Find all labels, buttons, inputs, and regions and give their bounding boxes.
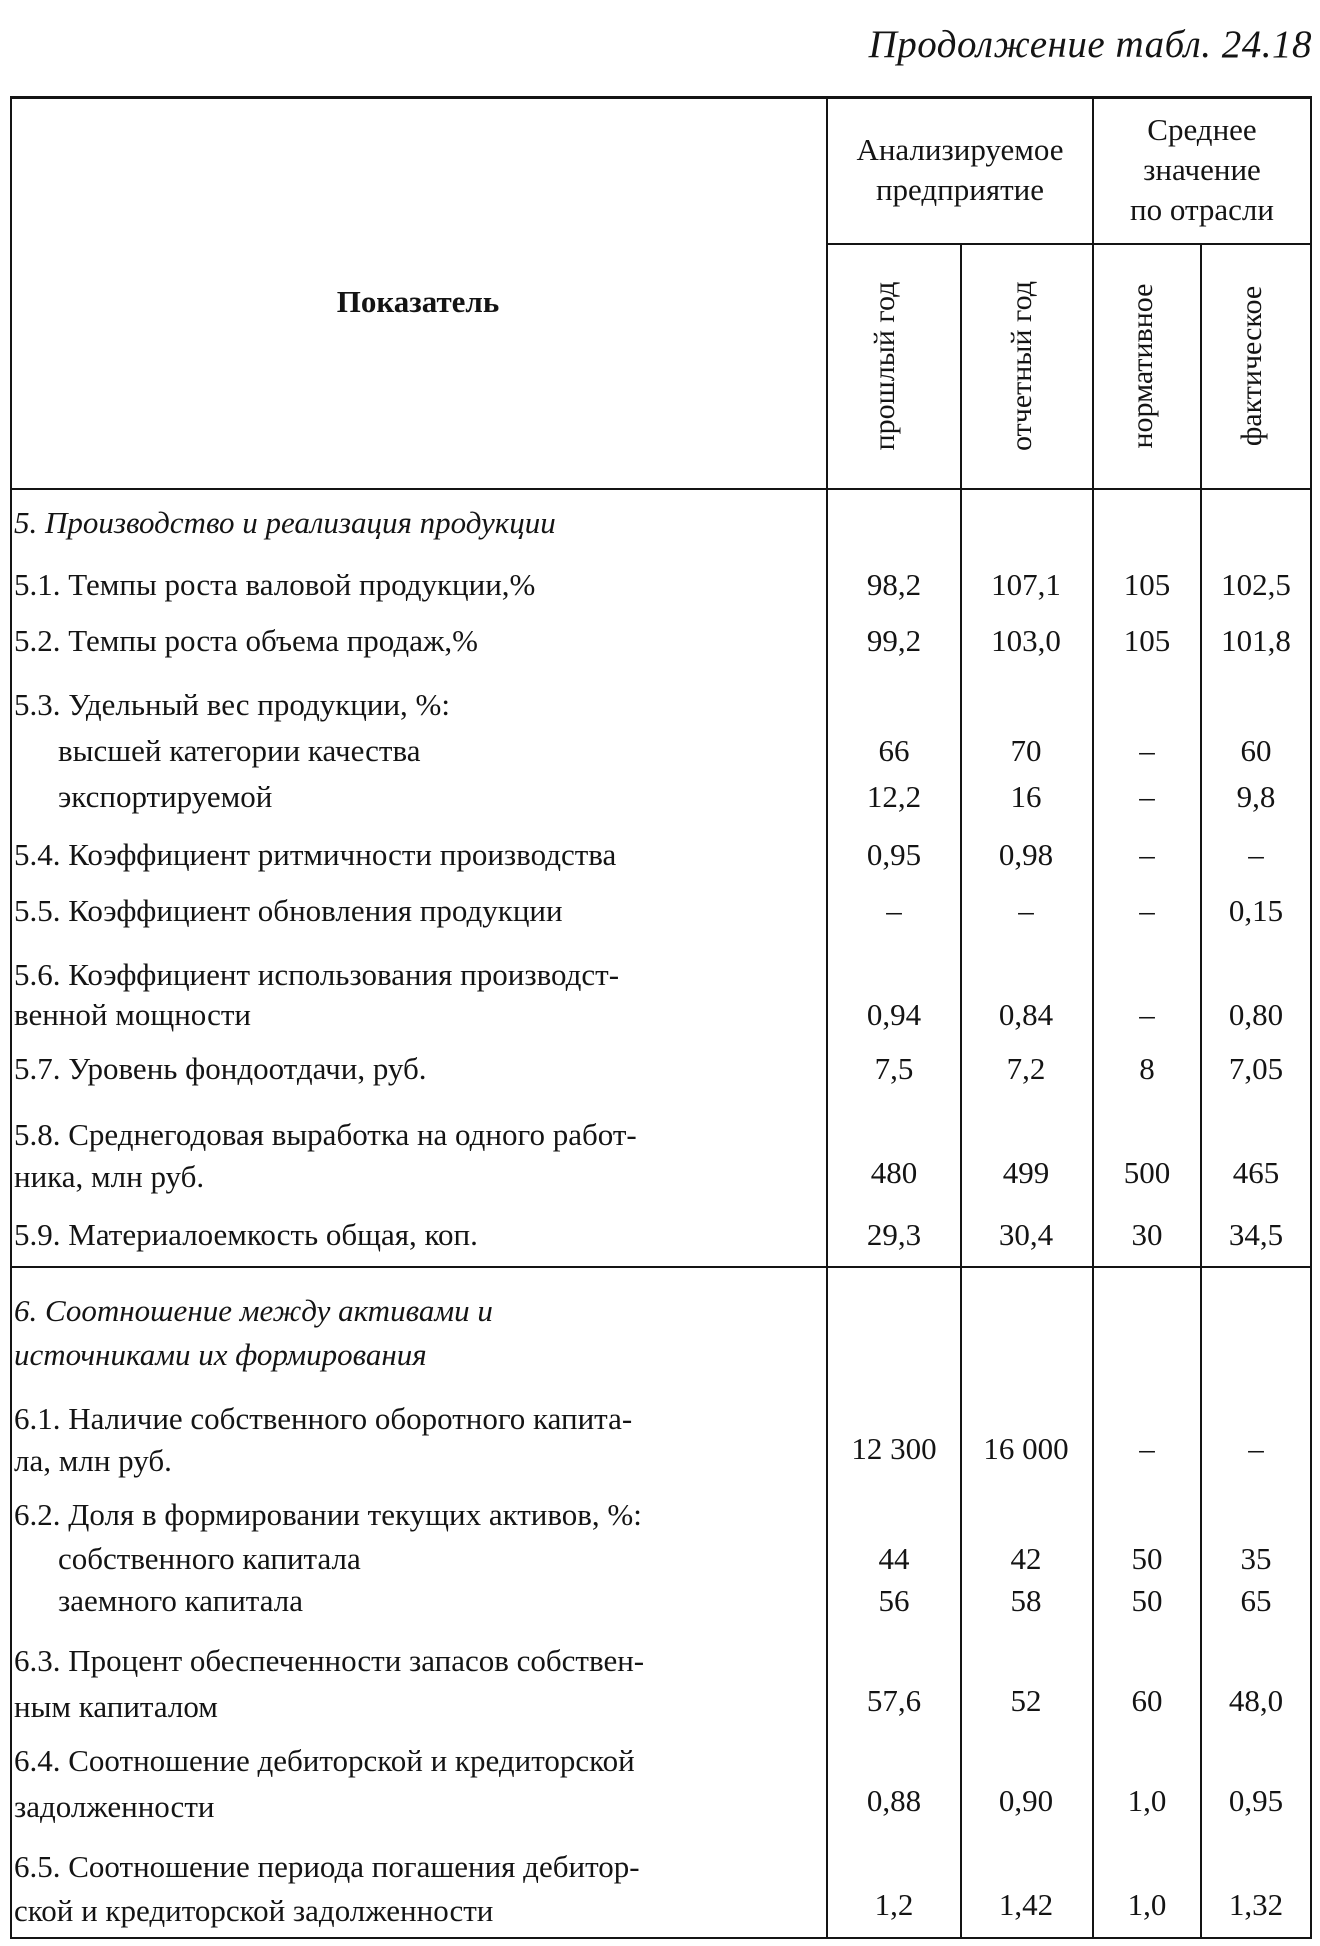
value-cell: –: [1139, 779, 1155, 814]
value-cell: 480: [870, 1155, 918, 1190]
row-label-cont: задолженности: [14, 1789, 215, 1824]
value-cell: 0,15: [1228, 893, 1284, 928]
row-label-cont: ской и кредиторской задолженности: [14, 1893, 494, 1928]
value-cell: 103,0: [991, 623, 1061, 658]
col-divider: [1310, 96, 1312, 1938]
value-cell: 0,88: [866, 1783, 922, 1818]
value-cell: 30,4: [998, 1217, 1054, 1252]
value-cell: 499: [1002, 1155, 1050, 1190]
value-cell: 70: [1010, 733, 1042, 768]
section-rule: [10, 1266, 1312, 1268]
row-label: 5.7. Уровень фондоотдачи, руб.: [14, 1051, 427, 1086]
value-cell: 0,84: [998, 997, 1054, 1032]
value-cell: 0,95: [866, 837, 922, 872]
value-cell: 7,5: [874, 1051, 914, 1086]
header-bottom-rule: [10, 488, 1312, 490]
value-cell: 48,0: [1228, 1683, 1284, 1718]
row-label-cont: ла, млн руб.: [14, 1443, 172, 1478]
header-col-report-year: отчетный год: [1005, 281, 1038, 451]
value-cell: 9,8: [1236, 779, 1276, 814]
value-cell: 16: [1010, 779, 1042, 814]
value-cell: 1,32: [1228, 1887, 1284, 1922]
row-label: 5.1. Темпы роста валовой продукции,%: [14, 567, 536, 602]
row-label: 5.3. Удельный вес продукции, %:: [14, 687, 450, 722]
value-cell: 50: [1131, 1541, 1163, 1576]
value-cell: 60: [1240, 733, 1272, 768]
value-cell: 12,2: [866, 779, 922, 814]
header-col-prev-year: прошлый год: [868, 281, 901, 451]
value-cell: –: [1139, 837, 1155, 872]
header-col-normative: нормативное: [1126, 283, 1159, 449]
value-cell: –: [1018, 893, 1034, 928]
header-col-actual: фактическое: [1235, 285, 1268, 447]
table-caption: Продолжение табл. 24.18: [868, 23, 1312, 66]
row-label: 6.3. Процент обеспеченности запасов собствен-: [14, 1643, 645, 1678]
row-label-cont: ным капиталом: [14, 1689, 218, 1724]
value-cell: 1,42: [998, 1887, 1054, 1922]
row-label: 5.5. Коэффициент обновления продукции: [14, 893, 563, 928]
row-label: 5.8. Среднегодовая выработка на одного работ-: [14, 1117, 637, 1152]
header-indicator: Показатель: [336, 284, 500, 319]
row-label: 6.5. Соотношение периода погашения дебитор-: [14, 1849, 640, 1884]
value-cell: 105: [1123, 567, 1171, 602]
value-cell: 0,90: [998, 1783, 1054, 1818]
value-cell: 465: [1232, 1155, 1280, 1190]
row-label: 6.4. Соотношение дебиторской и кредиторской: [14, 1743, 635, 1778]
section-title: 6. Соотношение между активами и: [14, 1293, 493, 1328]
value-cell: 0,80: [1228, 997, 1284, 1032]
section-title: 5. Производство и реализация продукции: [14, 505, 556, 540]
value-cell: –: [1248, 1431, 1264, 1466]
value-cell: 0,98: [998, 837, 1054, 872]
value-cell: 0,95: [1228, 1783, 1284, 1818]
row-label: 5.6. Коэффициент использования производст-: [14, 957, 620, 992]
value-cell: –: [1139, 733, 1155, 768]
value-cell: 98,2: [866, 567, 922, 602]
value-cell: 29,3: [866, 1217, 922, 1252]
value-cell: 12 300: [851, 1431, 937, 1466]
row-sublabel: экспортируемой: [58, 779, 273, 814]
value-cell: 66: [878, 733, 910, 768]
value-cell: 56: [878, 1583, 910, 1618]
header-group-industry-line: по отрасли: [1130, 192, 1274, 227]
row-sublabel: заемного капитала: [58, 1583, 303, 1618]
row-label: 5.2. Темпы роста объема продаж,%: [14, 623, 478, 658]
value-cell: 30: [1131, 1217, 1163, 1252]
row-label: 5.9. Материалоемкость общая, коп.: [14, 1217, 478, 1252]
header-group-enterprise: Анализируемое предприятие: [856, 132, 1064, 207]
row-sublabel: высшей категории качества: [58, 733, 421, 768]
row-label: 5.4. Коэффициент ритмичности производства: [14, 837, 617, 872]
row-label: 6.1. Наличие собственного оборотного капита-: [14, 1401, 633, 1436]
value-cell: 102,5: [1221, 567, 1291, 602]
header-group-industry-line: Среднее: [1147, 112, 1257, 147]
value-cell: 0,94: [866, 997, 922, 1032]
table-bottom-rule: [10, 1937, 1312, 1939]
value-cell: 105: [1123, 623, 1171, 658]
header-group-industry-line: значение: [1143, 152, 1261, 187]
value-cell: 8: [1139, 1051, 1155, 1086]
header-group-industry: [1096, 110, 1308, 230]
value-cell: 52: [1010, 1683, 1042, 1718]
value-cell: 500: [1123, 1155, 1171, 1190]
value-cell: 99,2: [866, 623, 922, 658]
value-cell: 7,2: [1006, 1051, 1046, 1086]
value-cell: –: [1139, 997, 1155, 1032]
value-cell: 50: [1131, 1583, 1163, 1618]
value-cell: 1,0: [1127, 1887, 1167, 1922]
value-cell: 107,1: [991, 567, 1061, 602]
value-cell: 58: [1010, 1583, 1042, 1618]
value-cell: 65: [1240, 1583, 1272, 1618]
col-divider: [826, 96, 828, 1938]
value-cell: 57,6: [866, 1683, 922, 1718]
value-cell: 1,0: [1127, 1783, 1167, 1818]
section-title-cont: источниками их формирования: [14, 1337, 427, 1372]
value-cell: –: [1139, 1431, 1155, 1466]
value-cell: 16 000: [983, 1431, 1069, 1466]
value-cell: 101,8: [1221, 623, 1291, 658]
value-cell: 7,05: [1228, 1051, 1284, 1086]
row-label-cont: ника, млн руб.: [14, 1159, 205, 1194]
value-cell: 42: [1010, 1541, 1042, 1576]
value-cell: 34,5: [1228, 1217, 1284, 1252]
row-label-cont: венной мощности: [14, 997, 251, 1032]
row-sublabel: собственного капитала: [58, 1541, 361, 1576]
value-cell: –: [886, 893, 902, 928]
row-label: 6.2. Доля в формировании текущих активов, %:: [14, 1497, 642, 1532]
value-cell: 44: [878, 1541, 910, 1576]
value-cell: 35: [1240, 1541, 1272, 1576]
value-cell: 1,2: [874, 1887, 914, 1922]
value-cell: –: [1139, 893, 1155, 928]
value-cell: 60: [1131, 1683, 1163, 1718]
value-cell: –: [1248, 837, 1264, 872]
